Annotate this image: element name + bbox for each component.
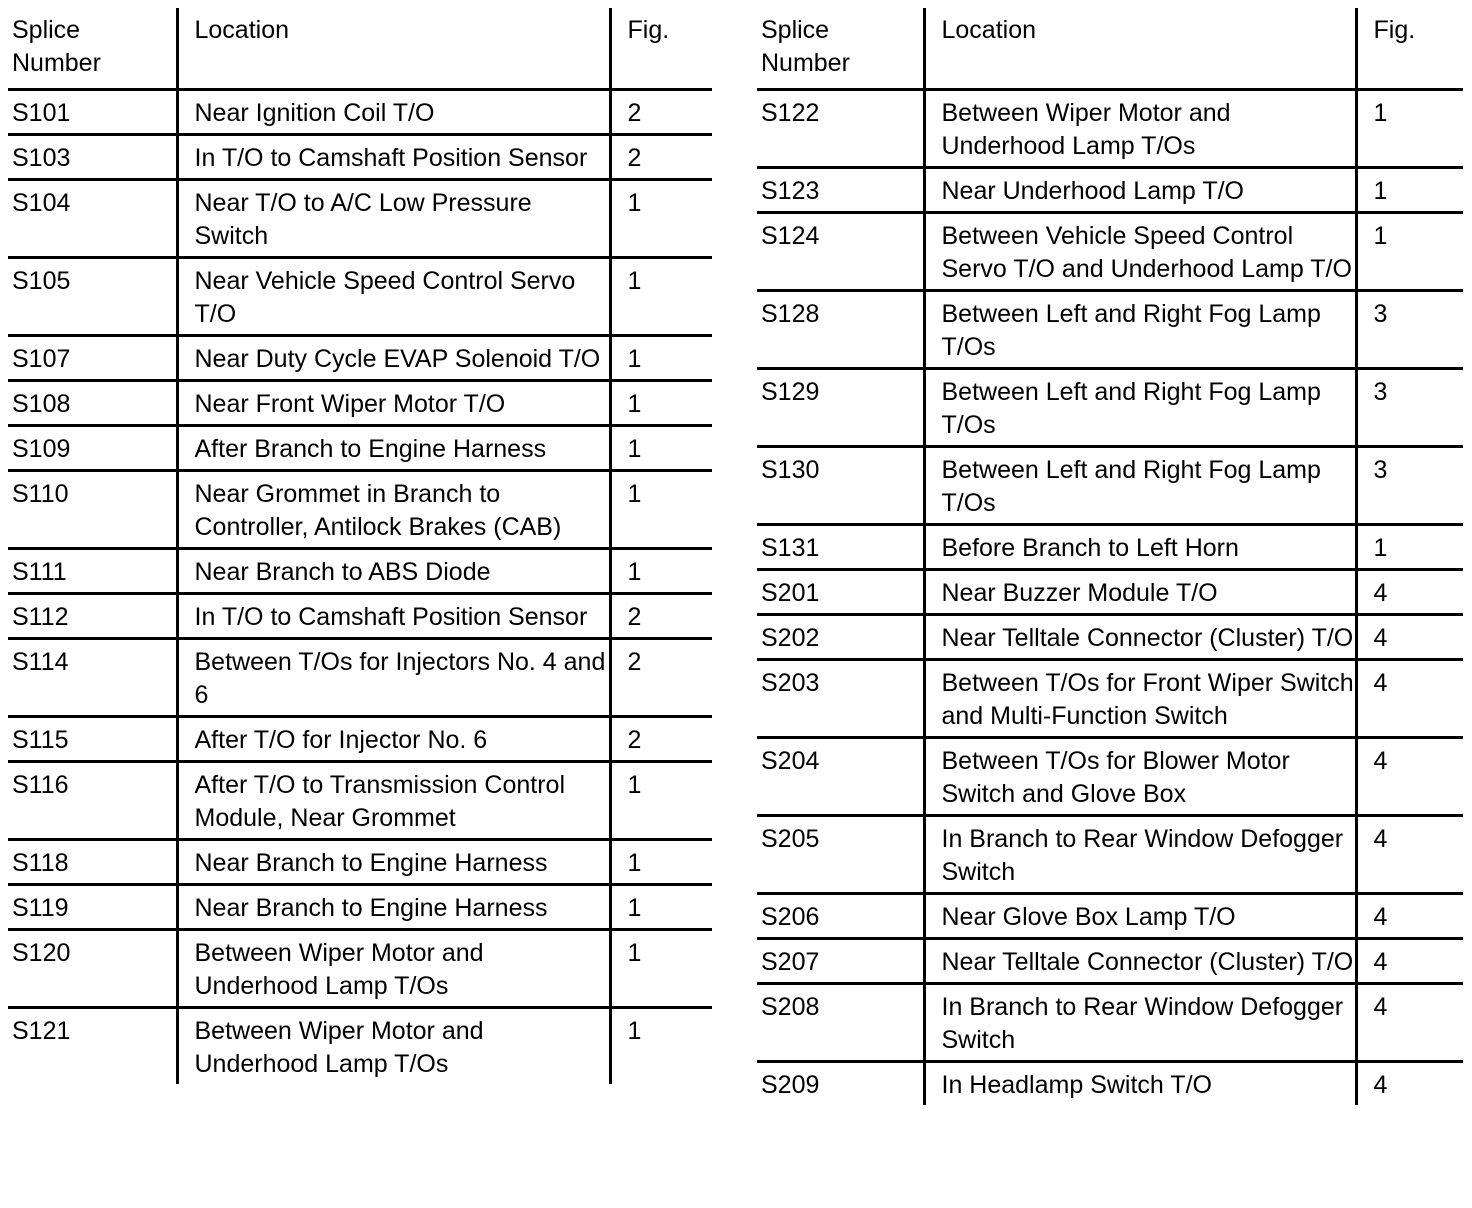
- cell-fig: 4: [1356, 615, 1463, 660]
- cell-location: Near Buzzer Module T/O: [924, 570, 1356, 615]
- table-row: [8, 90, 712, 135]
- cell-splice-number: S130: [761, 456, 820, 484]
- cell-location: Near Glove Box Lamp T/O: [924, 894, 1356, 939]
- cell-fig: 4: [1356, 1062, 1463, 1106]
- cell-location: Near Telltale Connector (Cluster) T/O: [924, 939, 1356, 984]
- splice-table-right-body: [757, 8, 1463, 1105]
- cell-splice-number: S121: [12, 1017, 71, 1045]
- cell-fig: 1: [610, 471, 712, 549]
- cell-location: In Branch to Rear Window Defogger Switch: [924, 816, 1356, 894]
- cell-location: Before Branch to Left Horn: [924, 525, 1356, 570]
- cell-location: In Branch to Rear Window Defogger Switch: [924, 984, 1356, 1062]
- cell-location: Between T/Os for Front Wiper Switch and Multi-Function Switch: [924, 660, 1356, 738]
- cell-fig: 1: [610, 381, 712, 426]
- cell-location: After T/O to Transmission Control Module, Near Grommet: [177, 762, 610, 840]
- cell-splice-number: S201: [761, 579, 820, 607]
- cell-fig: 4: [1356, 984, 1463, 1062]
- cell-location: Between Left and Right Fog Lamp T/Os: [924, 291, 1356, 369]
- cell-fig: 3: [1356, 369, 1463, 447]
- cell-splice-number: S120: [12, 939, 71, 967]
- cell-splice-number: S105: [12, 267, 71, 295]
- cell-location: In T/O to Camshaft Position Sensor: [177, 135, 610, 180]
- table-row: [8, 258, 712, 336]
- cell-splice-number: S209: [761, 1071, 820, 1099]
- cell-location: Near Branch to Engine Harness: [177, 885, 610, 930]
- cell-splice-number: S110: [12, 480, 69, 508]
- cell-fig: 4: [1356, 738, 1463, 816]
- header-fig: Fig.: [1356, 8, 1463, 90]
- cell-location: Near Underhood Lamp T/O: [924, 168, 1356, 213]
- cell-location: Near Vehicle Speed Control Servo T/O: [177, 258, 610, 336]
- cell-fig: 2: [610, 90, 712, 135]
- splice-table-right: [757, 8, 1463, 1105]
- table-row: [757, 816, 1463, 894]
- table-row: [757, 213, 1463, 291]
- header-splice-number: Splice Number: [761, 16, 850, 77]
- table-row: [8, 549, 712, 594]
- table-header-row: [8, 8, 712, 90]
- cell-location: Between Wiper Motor and Underhood Lamp T/Os: [177, 1008, 610, 1085]
- cell-fig: 1: [610, 840, 712, 885]
- cell-fig: 4: [1356, 894, 1463, 939]
- table-row: [8, 180, 712, 258]
- cell-splice-number: S208: [761, 993, 820, 1021]
- cell-splice-number: S107: [12, 345, 71, 373]
- cell-splice-number: S108: [12, 390, 71, 418]
- cell-location: After Branch to Engine Harness: [177, 426, 610, 471]
- cell-splice-number: S115: [12, 726, 69, 754]
- cell-location: Near T/O to A/C Low Pressure Switch: [177, 180, 610, 258]
- table-row: [757, 525, 1463, 570]
- table-row: [757, 738, 1463, 816]
- cell-splice-number: S109: [12, 435, 71, 463]
- table-row: [8, 930, 712, 1008]
- cell-fig: 2: [610, 717, 712, 762]
- cell-splice-number: S104: [12, 189, 71, 217]
- cell-splice-number: S204: [761, 747, 820, 775]
- table-row: [8, 717, 712, 762]
- cell-fig: 1: [610, 426, 712, 471]
- table-row: [757, 939, 1463, 984]
- cell-location: Between Wiper Motor and Underhood Lamp T/Os: [177, 930, 610, 1008]
- cell-splice-number: S202: [761, 624, 820, 652]
- cell-splice-number: S207: [761, 948, 820, 976]
- cell-fig: 2: [610, 135, 712, 180]
- cell-location: After T/O for Injector No. 6: [177, 717, 610, 762]
- cell-fig: 1: [610, 549, 712, 594]
- cell-location: Near Ignition Coil T/O: [177, 90, 610, 135]
- cell-splice-number: S203: [761, 669, 820, 697]
- table-header-row: [757, 8, 1463, 90]
- cell-fig: 1: [610, 885, 712, 930]
- cell-splice-number: S103: [12, 144, 71, 172]
- splice-table-left-body: [8, 8, 712, 1084]
- cell-location: Between Vehicle Speed Control Servo T/O and Underhood Lamp T/O: [924, 213, 1356, 291]
- splice-table-left: [8, 8, 712, 1084]
- table-row: [8, 471, 712, 549]
- table-row: [757, 984, 1463, 1062]
- cell-fig: 4: [1356, 816, 1463, 894]
- cell-fig: 1: [1356, 168, 1463, 213]
- table-row: [8, 381, 712, 426]
- cell-splice-number: S123: [761, 177, 820, 205]
- cell-location: Near Duty Cycle EVAP Solenoid T/O: [177, 336, 610, 381]
- header-location: Location: [924, 8, 1356, 90]
- cell-fig: 1: [610, 930, 712, 1008]
- cell-fig: 2: [610, 639, 712, 717]
- table-row: [8, 594, 712, 639]
- table-row: [8, 426, 712, 471]
- cell-location: In Headlamp Switch T/O: [924, 1062, 1356, 1106]
- cell-location: In T/O to Camshaft Position Sensor: [177, 594, 610, 639]
- cell-splice-number: S114: [12, 648, 69, 676]
- cell-location: Between T/Os for Injectors No. 4 and 6: [177, 639, 610, 717]
- header-fig: Fig.: [610, 8, 712, 90]
- cell-fig: 4: [1356, 570, 1463, 615]
- table-row: [757, 660, 1463, 738]
- cell-splice-number: S119: [12, 894, 69, 922]
- header-location: Location: [177, 8, 610, 90]
- cell-splice-number: S112: [12, 603, 69, 631]
- cell-splice-number: S122: [761, 99, 820, 127]
- table-row: [757, 168, 1463, 213]
- cell-location: Near Branch to Engine Harness: [177, 840, 610, 885]
- header-splice-number: Splice Number: [12, 16, 101, 77]
- cell-location: Near Telltale Connector (Cluster) T/O: [924, 615, 1356, 660]
- cell-fig: 4: [1356, 660, 1463, 738]
- table-row: [757, 447, 1463, 525]
- table-row: [757, 369, 1463, 447]
- table-row: [757, 894, 1463, 939]
- cell-splice-number: S111: [12, 558, 67, 586]
- cell-fig: 1: [1356, 213, 1463, 291]
- table-row: [8, 135, 712, 180]
- cell-fig: 2: [610, 594, 712, 639]
- cell-location: Between T/Os for Blower Motor Switch and Glove Box: [924, 738, 1356, 816]
- table-row: [757, 570, 1463, 615]
- cell-fig: 1: [610, 258, 712, 336]
- cell-splice-number: S131: [761, 534, 820, 562]
- table-row: [8, 840, 712, 885]
- cell-splice-number: S118: [12, 849, 69, 877]
- cell-location: Near Grommet in Branch to Controller, Antilock Brakes (CAB): [177, 471, 610, 549]
- cell-fig: 1: [610, 762, 712, 840]
- cell-splice-number: S116: [12, 771, 69, 799]
- cell-splice-number: S129: [761, 378, 820, 406]
- table-row: [8, 1008, 712, 1085]
- table-row: [8, 639, 712, 717]
- table-row: [757, 615, 1463, 660]
- table-row: [757, 90, 1463, 168]
- cell-splice-number: S124: [761, 222, 820, 250]
- cell-fig: 1: [610, 1008, 712, 1085]
- cell-splice-number: S128: [761, 300, 820, 328]
- cell-fig: 3: [1356, 447, 1463, 525]
- cell-location: Between Left and Right Fog Lamp T/Os: [924, 447, 1356, 525]
- cell-location: Between Left and Right Fog Lamp T/Os: [924, 369, 1356, 447]
- cell-fig: 1: [610, 180, 712, 258]
- cell-location: Near Branch to ABS Diode: [177, 549, 610, 594]
- cell-fig: 1: [1356, 90, 1463, 168]
- table-row: [757, 1062, 1463, 1106]
- cell-splice-number: S101: [12, 99, 71, 127]
- cell-fig: 3: [1356, 291, 1463, 369]
- cell-fig: 1: [1356, 525, 1463, 570]
- cell-splice-number: S205: [761, 825, 820, 853]
- table-row: [8, 336, 712, 381]
- cell-fig: 4: [1356, 939, 1463, 984]
- table-row: [8, 885, 712, 930]
- table-row: [8, 762, 712, 840]
- cell-location: Between Wiper Motor and Underhood Lamp T/Os: [924, 90, 1356, 168]
- cell-splice-number: S206: [761, 903, 820, 931]
- cell-fig: 1: [610, 336, 712, 381]
- cell-location: Near Front Wiper Motor T/O: [177, 381, 610, 426]
- table-row: [757, 291, 1463, 369]
